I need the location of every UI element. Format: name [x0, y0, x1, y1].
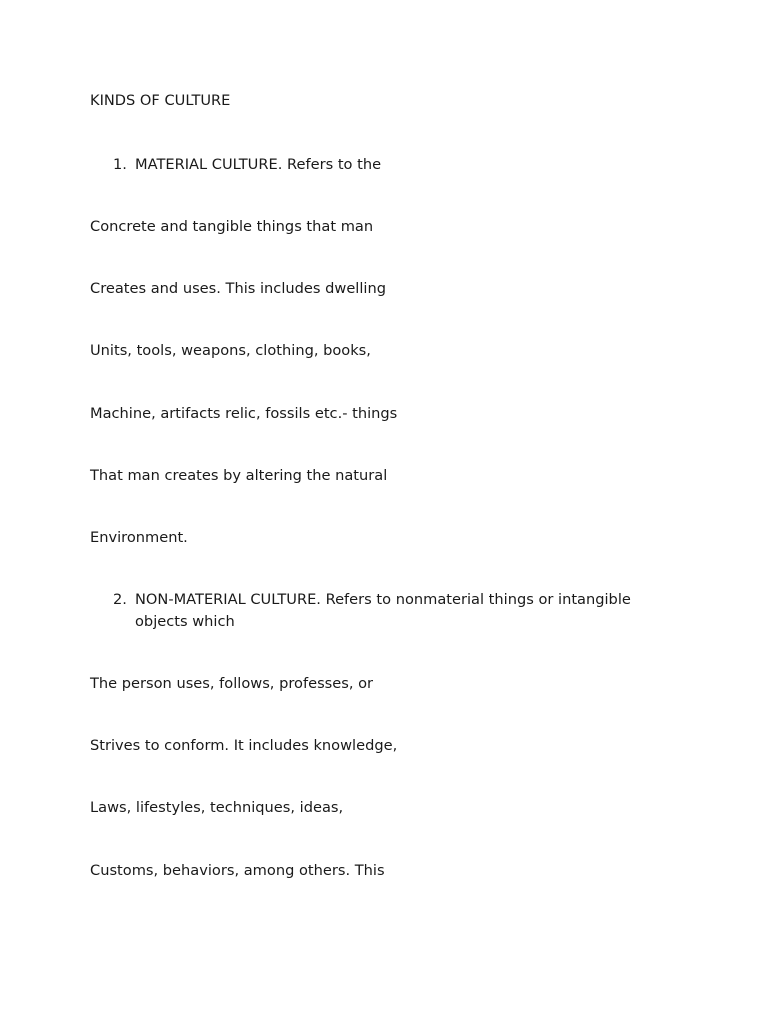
- paragraph-line: Units, tools, weapons, clothing, books,: [90, 342, 371, 359]
- paragraph-line: Customs, behaviors, among others. This: [90, 862, 385, 879]
- document-heading: KINDS OF CULTURE: [90, 92, 231, 109]
- list-number: 2.: [113, 591, 127, 608]
- paragraph-line: Concrete and tangible things that man: [90, 218, 374, 235]
- paragraph-line: Environment.: [90, 529, 188, 546]
- paragraph-line: The person uses, follows, professes, or: [90, 675, 374, 692]
- list-text: MATERIAL CULTURE. Refers to the: [135, 156, 382, 173]
- list-text: NON-MATERIAL CULTURE. Refers to nonmaterial things or intangible objects which: [135, 591, 631, 630]
- list-number: 1.: [113, 156, 127, 173]
- list-item-non-material-culture: [113, 589, 665, 632]
- paragraph-line: Machine, artifacts relic, fossils etc.- things: [90, 405, 398, 422]
- list-item-material-culture: [113, 154, 665, 176]
- paragraph-line: Strives to conform. It includes knowledge,: [90, 737, 398, 754]
- paragraph-line: That man creates by altering the natural: [90, 467, 388, 484]
- paragraph-line: Creates and uses. This includes dwelling: [90, 280, 386, 297]
- paragraph-line: Laws, lifestyles, techniques, ideas,: [90, 799, 344, 816]
